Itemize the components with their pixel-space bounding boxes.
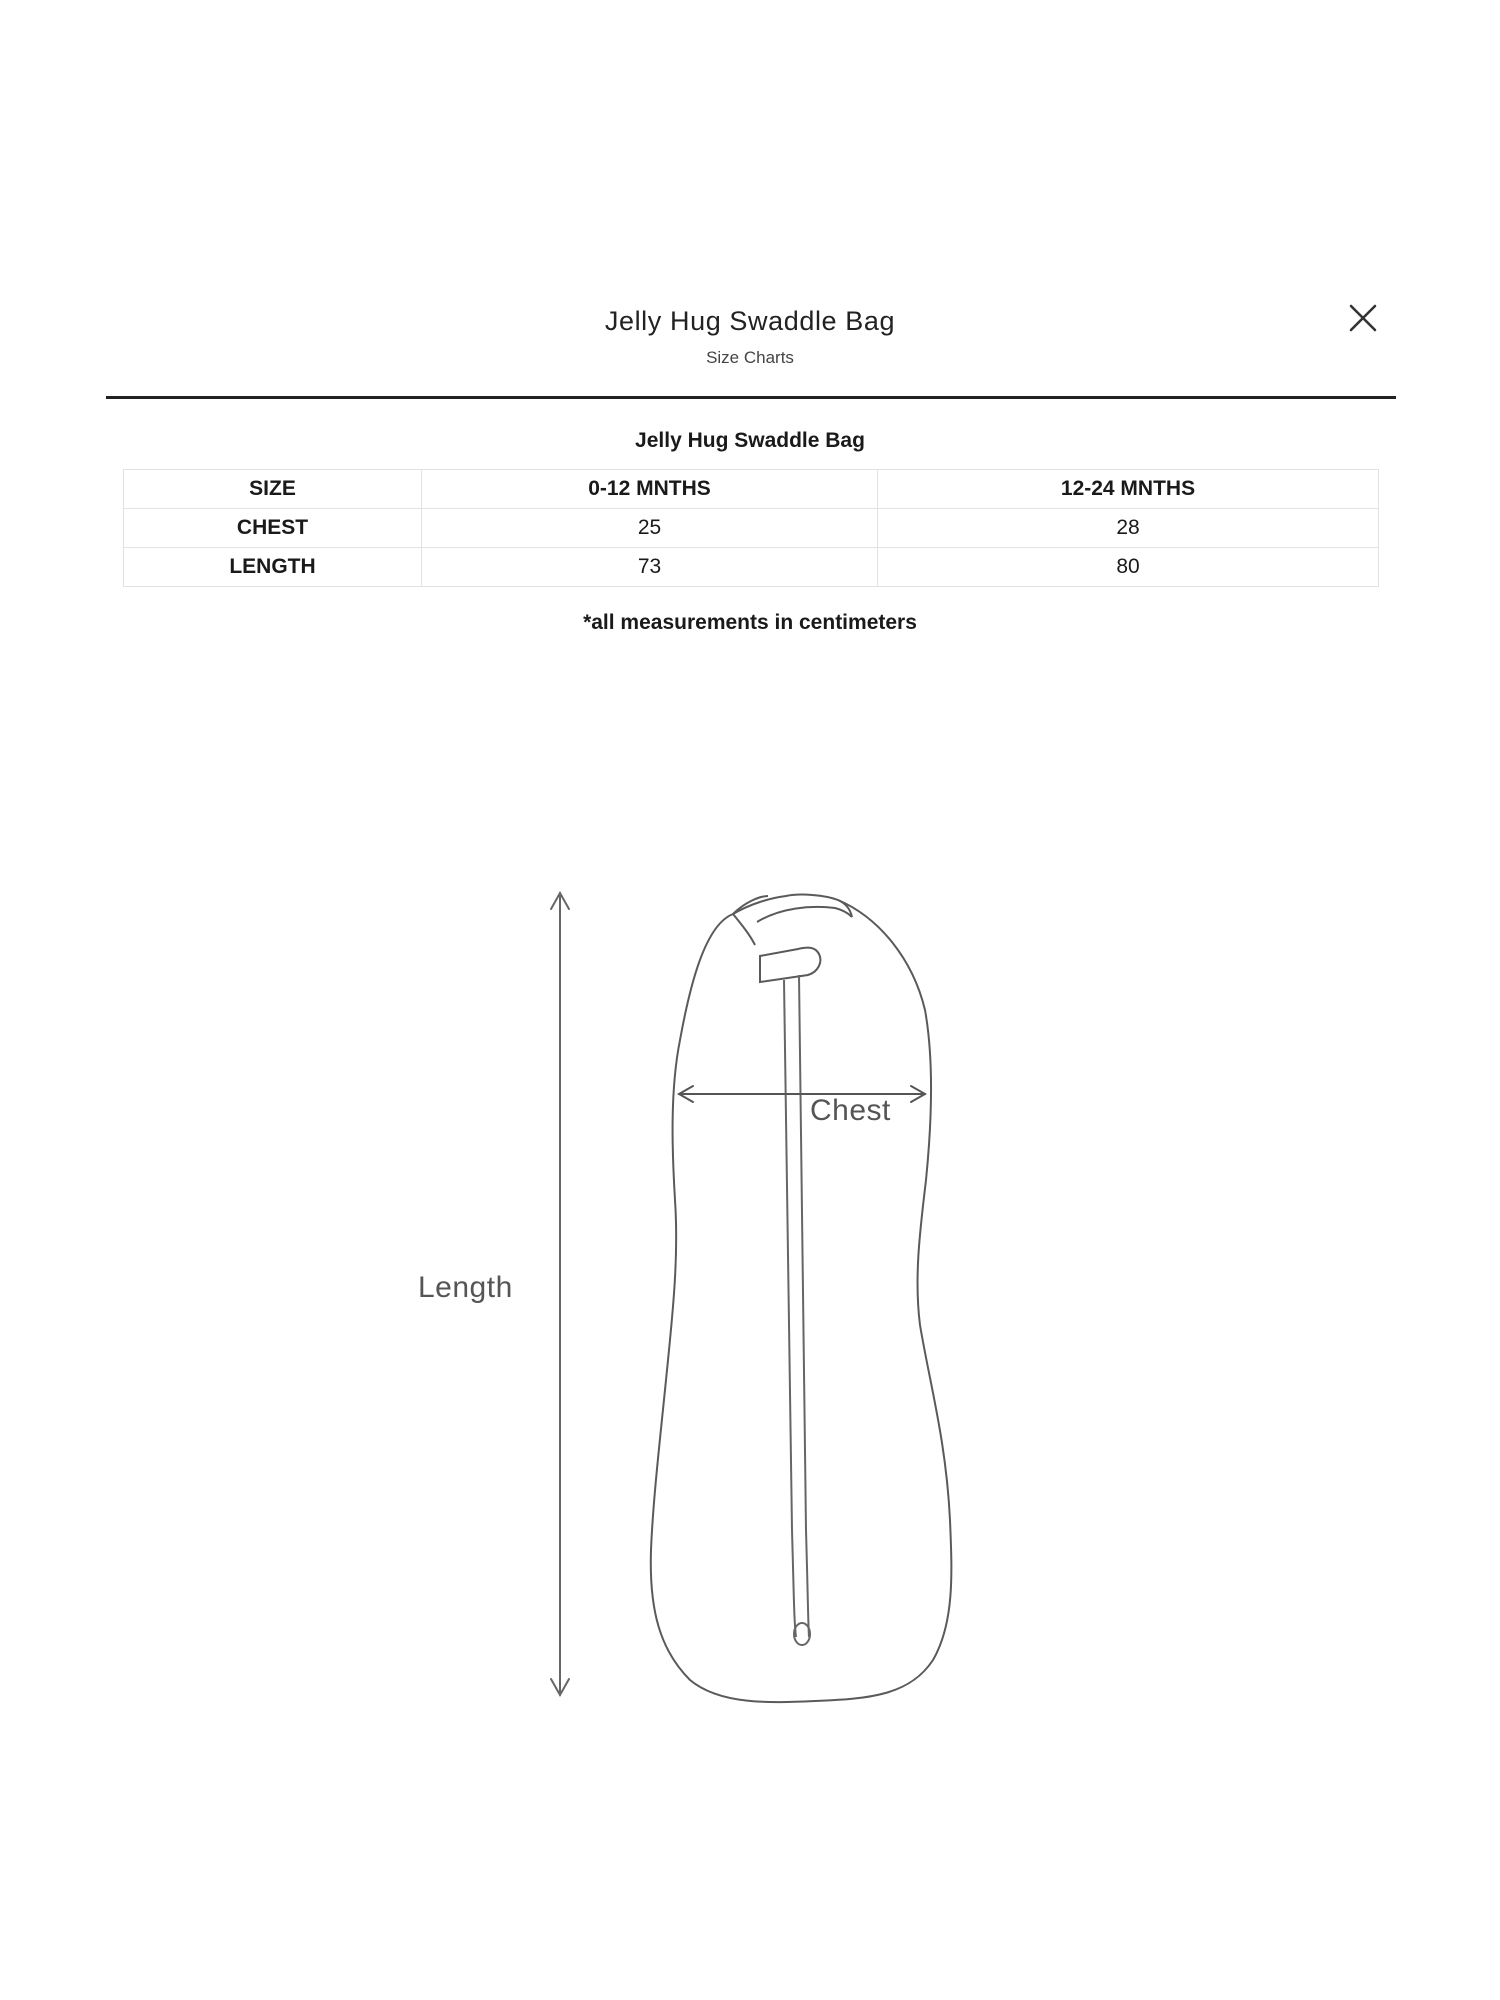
length-label: Length <box>418 1271 513 1304</box>
table-header-row <box>124 470 1379 509</box>
table-header-cell: 12-24 MNTHS <box>878 470 1379 509</box>
chest-label: Chest <box>810 1094 891 1127</box>
close-button[interactable] <box>1345 300 1381 336</box>
table-row-label: LENGTH <box>124 548 422 587</box>
table-cell: 28 <box>878 509 1379 548</box>
modal-header <box>0 300 1500 400</box>
modal-subtitle: Size Charts <box>706 348 794 367</box>
neckline <box>733 896 852 945</box>
table-row <box>124 509 1379 548</box>
table-cell: 25 <box>422 509 878 548</box>
modal-title: Jelly Hug Swaddle Bag <box>604 306 896 336</box>
size-chart-table <box>123 469 1379 587</box>
table-cell: 73 <box>422 548 878 587</box>
table-row <box>124 548 1379 587</box>
size-table-title: Jelly Hug Swaddle Bag <box>635 429 865 452</box>
close-icon <box>1345 300 1381 336</box>
table-header-cell: SIZE <box>124 470 422 509</box>
table-header-cell: 0-12 MNTHS <box>422 470 878 509</box>
zipper <box>784 975 810 1645</box>
table-row-label: CHEST <box>124 509 422 548</box>
length-arrow <box>551 893 569 1695</box>
table-cell: 80 <box>878 548 1379 587</box>
zipper-tab <box>760 948 820 982</box>
swaddle-bag-outline <box>651 895 952 1702</box>
header-divider <box>106 396 1396 399</box>
measurement-note: *all measurements in centimeters <box>583 611 917 634</box>
